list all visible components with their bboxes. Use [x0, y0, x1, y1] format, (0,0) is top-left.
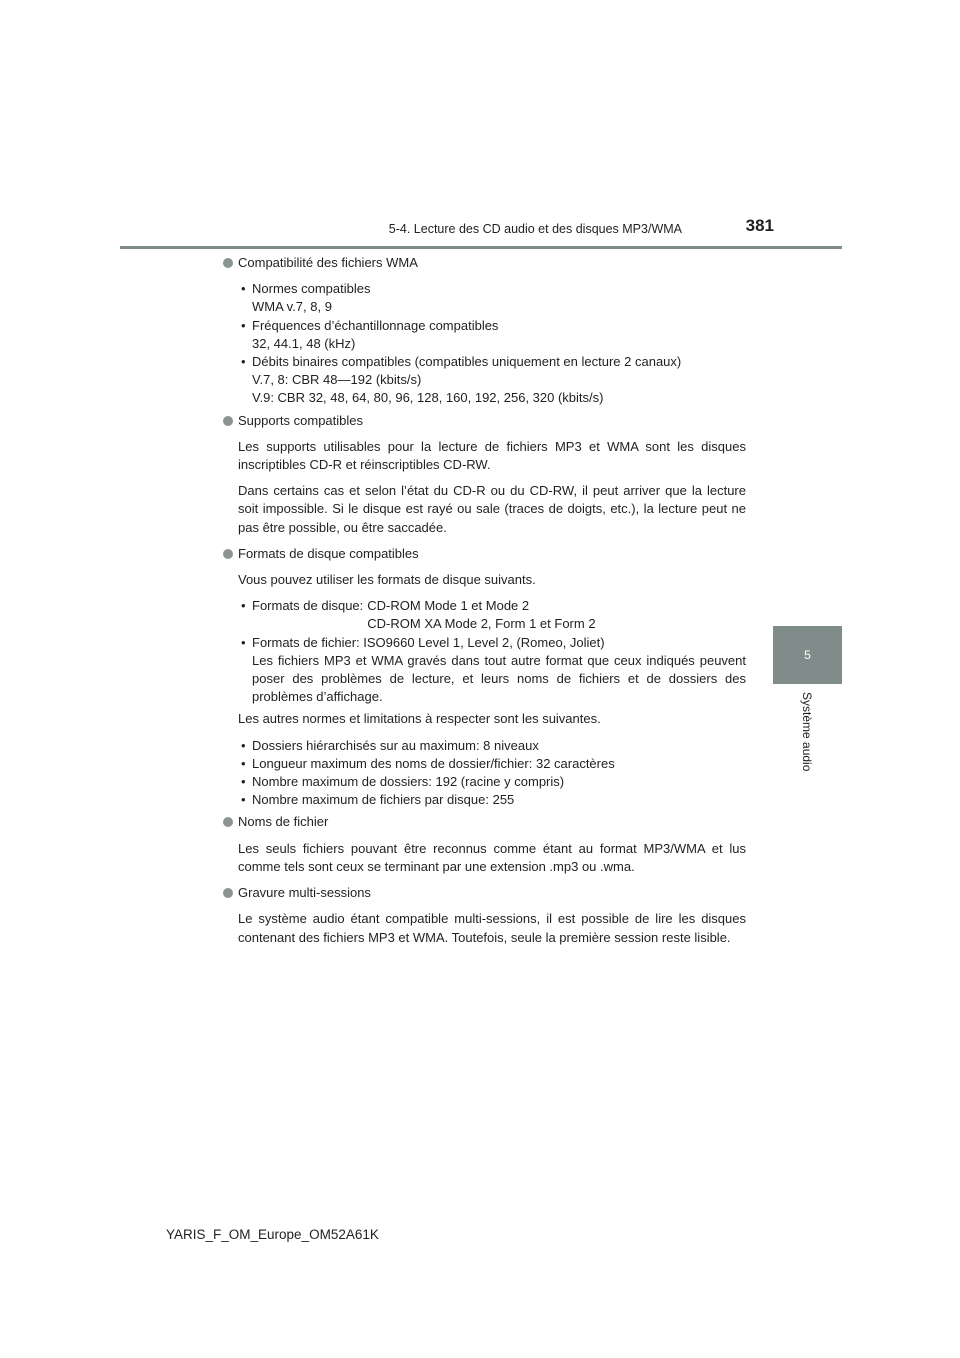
heading-text: Gravure multi-sessions [238, 885, 371, 901]
page-content [222, 254, 746, 951]
bullet-circle-icon [223, 549, 233, 559]
wma-list [238, 280, 746, 407]
heading-text: Compatibilité des fichiers WMA [238, 255, 418, 270]
section-body-filenames [222, 840, 746, 876]
section-body-multisession [222, 910, 746, 946]
list-item [238, 597, 746, 633]
list-item: • Nombre maximum de dossiers: 192 (racine y compris) [238, 773, 746, 791]
bullet-circle-icon [223, 258, 233, 268]
item-value: WMA v.7, 8, 9 [252, 299, 332, 315]
heading-text: Noms de fichier [238, 814, 329, 830]
bullet-circle-icon [223, 416, 233, 426]
section-body-media [222, 438, 746, 537]
section-body-formats [222, 571, 746, 809]
paragraph: Le système audio étant compatible multi-sessions, il est possible de lire les disques contenant des fichiers MP3 et WMA. Toutefois, seule la première session reste lisible. [238, 911, 746, 945]
section-heading-wma [222, 254, 746, 272]
formats-list [238, 597, 746, 706]
section-title: 5-4. Lecture des CD audio et des disques MP3/WMA [388, 222, 682, 236]
document-code: YARIS_F_OM_Europe_OM52A61K [166, 1227, 379, 1242]
section-heading-multisession [222, 884, 746, 902]
list-item: • Nombre maximum de fichiers par disque: 255 [238, 791, 746, 809]
chapter-tab [773, 626, 842, 684]
page-number: 381 [745, 216, 774, 235]
section-heading-media [222, 412, 746, 430]
paragraph: Vous pouvez utiliser les formats de disque suivants. [238, 572, 536, 588]
list-item: • Dossiers hiérarchisés sur au maximum: 8 niveaux [238, 737, 746, 755]
limits-list [238, 737, 746, 810]
item-label: Débits binaires compatibles (compatibles uniquement en lecture 2 canaux) [252, 354, 682, 370]
section-heading-filenames [222, 813, 746, 831]
page-header [120, 216, 842, 249]
heading-text: Supports compatibles [238, 412, 364, 428]
item-value: CD-ROM Mode 1 et Mode 2 [367, 598, 530, 614]
chapter-side-title [778, 692, 836, 792]
item-value: 32, 44.1, 48 (kHz) [252, 335, 356, 351]
chapter-number: 5 [804, 648, 811, 662]
item-value: V.9: CBR 32, 48, 64, 80, 96, 128, 160, 192, 256, 320 (kbits/s) [252, 390, 604, 406]
list-item [238, 317, 746, 353]
section-heading-formats [222, 545, 746, 563]
item-label: Fréquences d’échantillonnage compatibles [252, 317, 499, 333]
heading-text: Formats de disque compatibles [238, 545, 419, 561]
section-body-wma [222, 280, 746, 407]
bullet-circle-icon [223, 817, 233, 827]
item-value: V.7, 8: CBR 48—192 (kbits/s) [252, 372, 422, 388]
paragraph: Les supports utilisables pour la lecture de fichiers MP3 et WMA sont les disques inscriptibles CD-R et réinscriptibles CD-RW. [238, 438, 746, 473]
item-label: Formats de fichier: ISO9660 Level 1, Level 2, (Romeo, Joliet) [252, 634, 605, 650]
list-item [238, 353, 746, 408]
chapter-title: Système audio [800, 692, 814, 772]
list-item [238, 280, 746, 316]
bullet-circle-icon [223, 888, 233, 898]
item-value: CD-ROM XA Mode 2, Form 1 et Form 2 [367, 616, 596, 632]
list-item [238, 634, 746, 707]
list-item: • Longueur maximum des noms de dossier/fichier: 32 caractères [238, 755, 746, 773]
paragraph: Les seuls fichiers pouvant être reconnus comme étant au format MP3/WMA et lus comme tels sont ceux se terminant par une extension .mp3 ou .wma. [238, 840, 746, 874]
item-label: • Formats de disque: [252, 598, 364, 614]
item-note: Les fichiers MP3 et WMA gravés dans tout autre format que ceux indiqués peuvent poser des problèmes de lecture, et leurs noms de fichiers et de dossiers des problèmes d’affichage. [252, 652, 746, 705]
paragraph: Les autres normes et limitations à respecter sont les suivantes. [238, 711, 601, 727]
item-label: Normes compatibles [252, 281, 371, 297]
paragraph: Dans certains cas et selon l’état du CD-R ou du CD-RW, il peut arriver que la lecture soit impossible. Si le disque est rayé ou sale (traces de doigts, etc.), la lecture peut ne pas être possible, ou être saccadée. [238, 483, 746, 535]
